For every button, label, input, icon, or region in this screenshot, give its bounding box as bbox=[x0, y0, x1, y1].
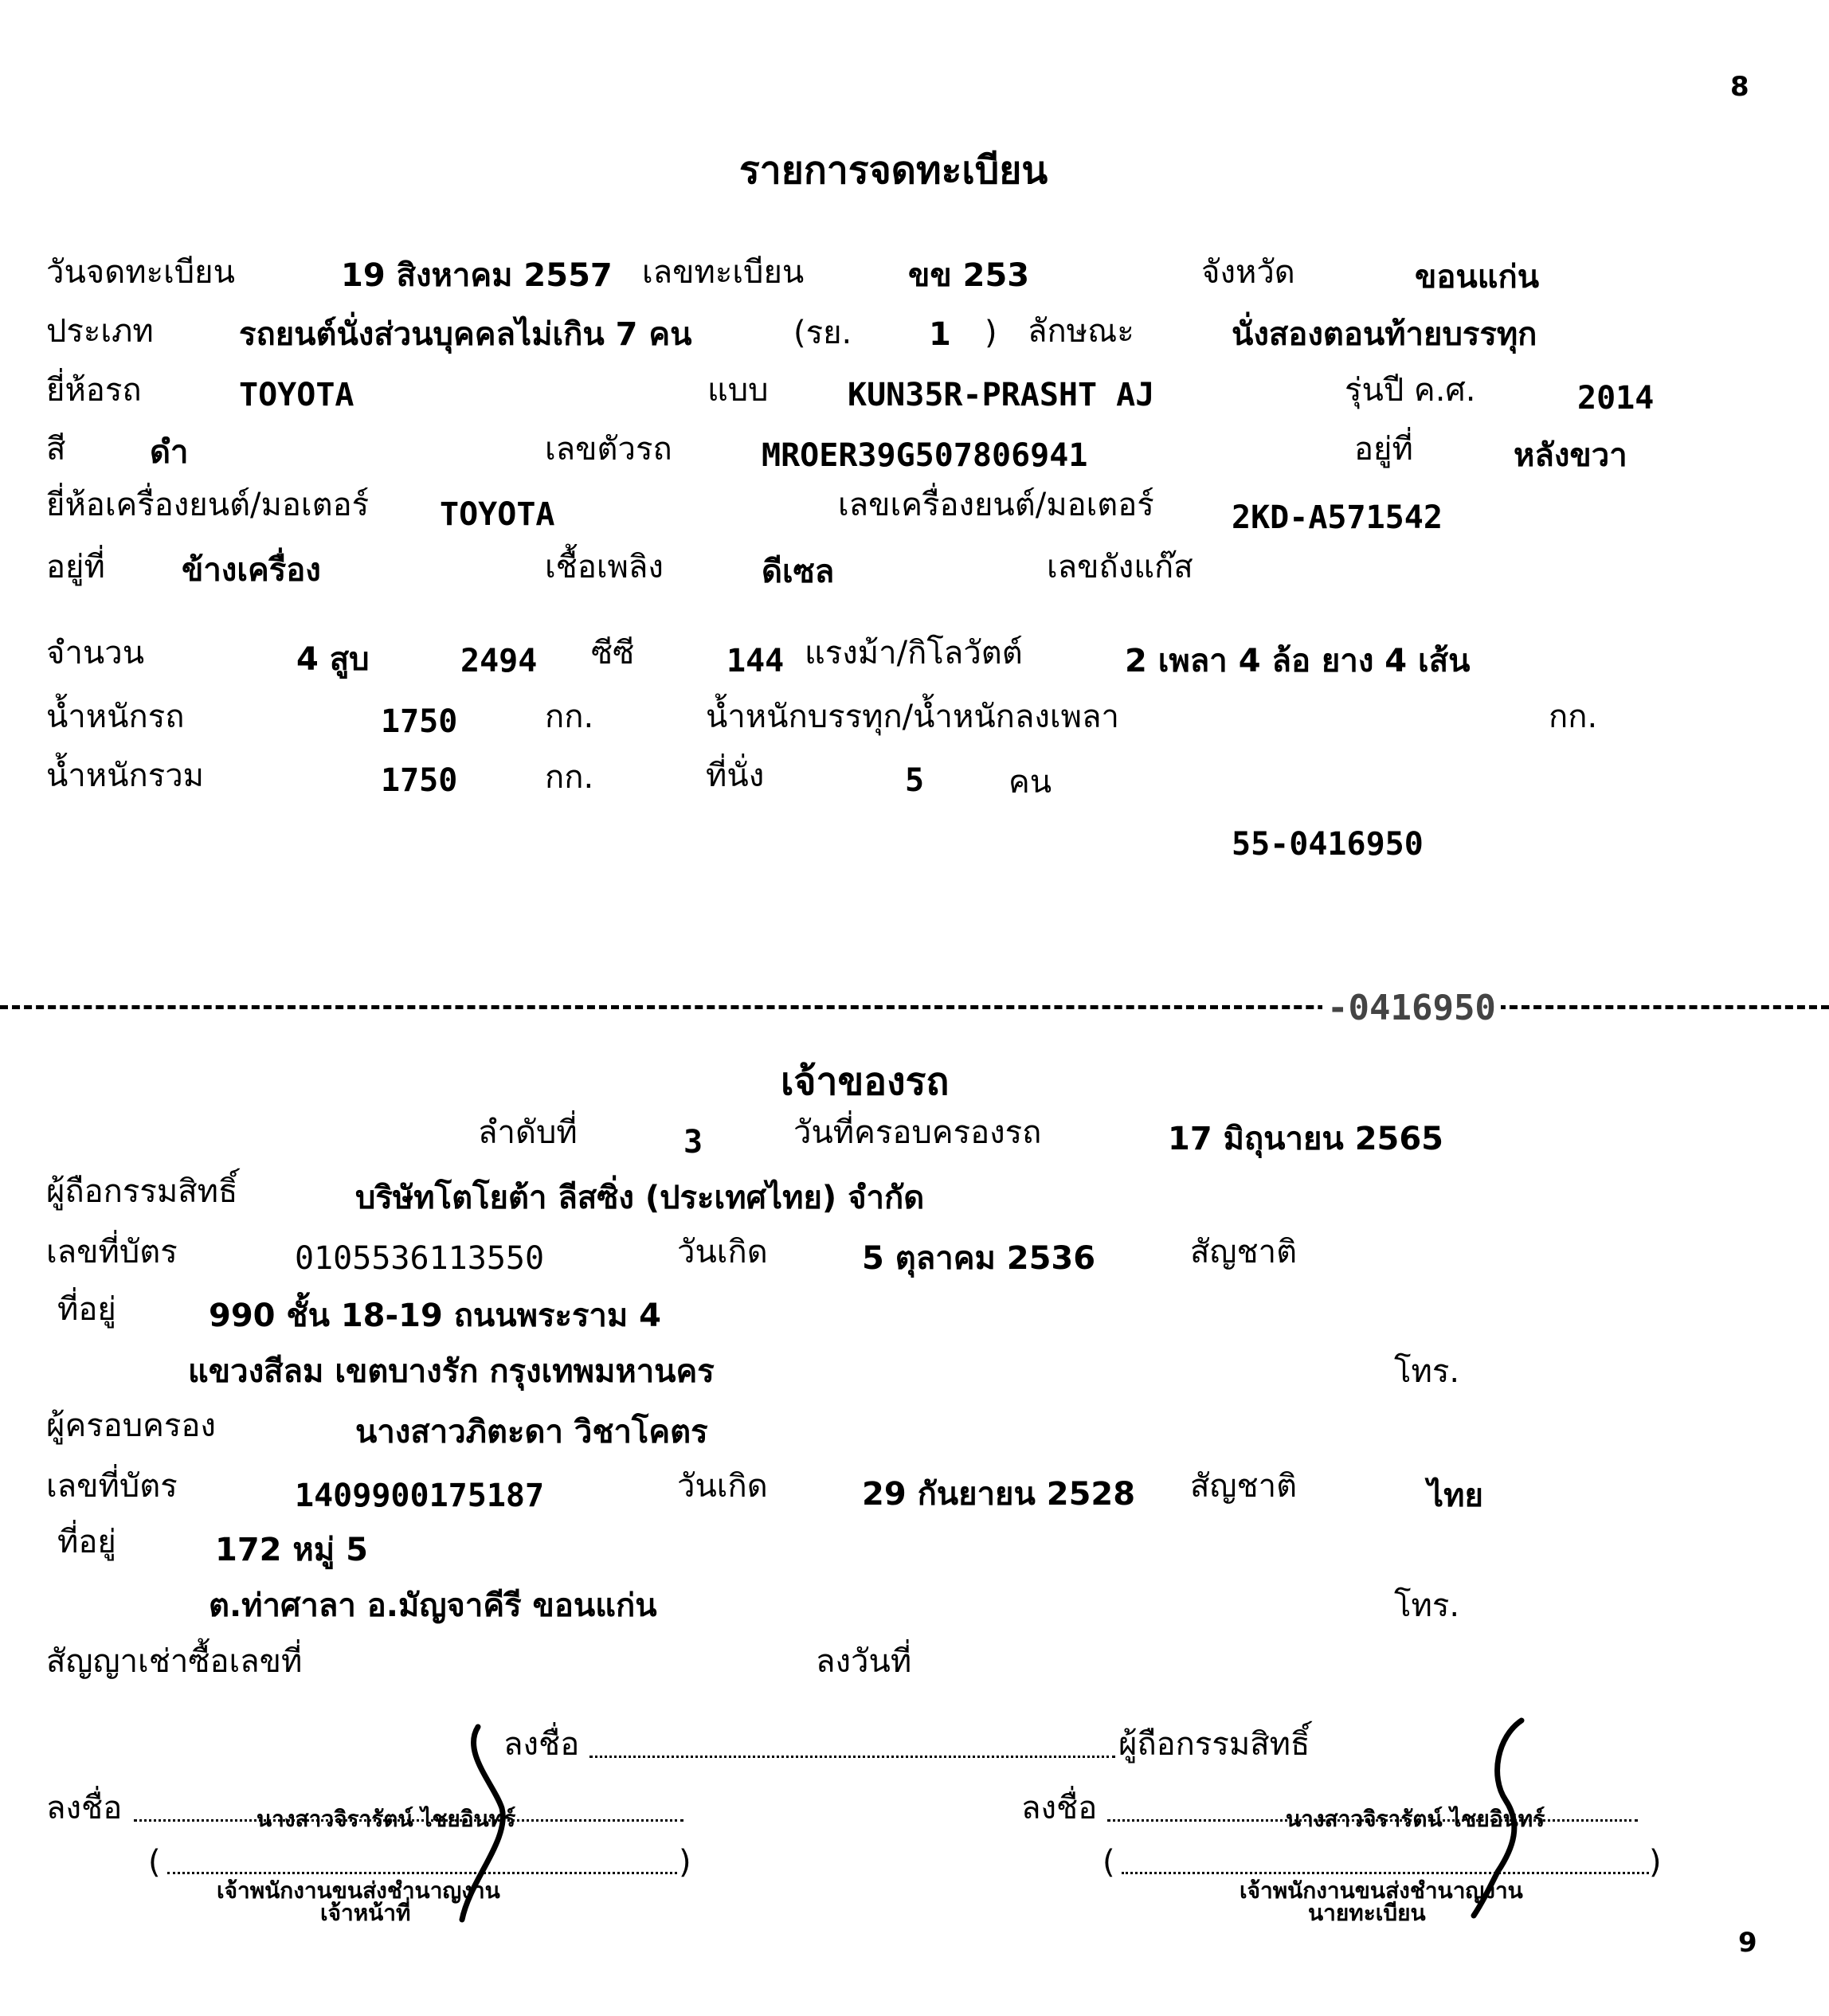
possession-date-label: วันที่ครอบครองรถ bbox=[793, 1114, 1042, 1151]
seats-unit: คน bbox=[1008, 764, 1052, 801]
year-value: 2014 bbox=[1577, 380, 1655, 417]
style-label: ลักษณะ bbox=[1028, 313, 1134, 350]
type-code-close: ) bbox=[985, 315, 997, 351]
registration-title: รายการจดทะเบียน bbox=[739, 148, 1048, 193]
type-code-open: (รย. bbox=[793, 315, 852, 351]
holder-id-label: เลขที่บัตร bbox=[46, 1234, 178, 1270]
holder-sign-role: ผู้ถือกรรมสิทธิ์ bbox=[1118, 1726, 1310, 1763]
plate-label: เลขทะเบียน bbox=[642, 254, 805, 291]
right-sign-label: ลงชื่อ bbox=[1021, 1790, 1098, 1826]
load-weight-unit: กก. bbox=[1549, 699, 1598, 735]
engine-location-label: อยู่ที่ bbox=[46, 549, 105, 585]
type-code-value: 1 bbox=[929, 316, 951, 353]
year-label: รุ่นปี ค.ศ. bbox=[1345, 372, 1476, 409]
chassis-value: MROER39G507806941 bbox=[762, 437, 1088, 474]
possessor-birth-label: วันเกิด bbox=[677, 1468, 768, 1505]
holder-nationality-label: สัญชาติ bbox=[1190, 1234, 1298, 1270]
province-value: ขอนแก่น bbox=[1415, 259, 1540, 296]
possessor-address-line2: ต.ท่าศาลา อ.มัญจาคีรี ขอนแก่น bbox=[209, 1587, 657, 1624]
weight-value: 1750 bbox=[381, 703, 458, 740]
holder-id-value: 0105536113550 bbox=[295, 1240, 545, 1277]
type-value: รถยนต์นั่งส่วนบุคคลไม่เกิน 7 คน bbox=[239, 316, 692, 353]
holder-address-label: ที่อยู่ bbox=[57, 1291, 116, 1328]
holder-tel-label: โทร. bbox=[1394, 1353, 1460, 1390]
gross-weight-unit: กก. bbox=[545, 759, 594, 796]
owner-title: เจ้าของรถ bbox=[781, 1059, 950, 1104]
power-value: 144 bbox=[727, 643, 785, 679]
holder-birth-label: วันเกิด bbox=[677, 1234, 768, 1270]
color-label: สี bbox=[46, 431, 66, 468]
axles-value: 2 เพลา 4 ล้อ ยาง 4 เส้น bbox=[1125, 643, 1471, 679]
power-label: แรงม้า/กิโลวัตต์ bbox=[805, 635, 1023, 671]
style-value: นั่งสองตอนท้ายบรรทุก bbox=[1232, 316, 1537, 353]
right-open-paren: ( bbox=[1102, 1844, 1115, 1881]
model-label: แบบ bbox=[707, 372, 769, 409]
right-handwritten-signature bbox=[1450, 1713, 1577, 1920]
gas-tank-label: เลขถังแก๊ส bbox=[1047, 549, 1193, 585]
separator-line bbox=[0, 1005, 1829, 1009]
holder-sign-label: ลงชื่อ bbox=[503, 1726, 580, 1763]
holder-address-line2: แขวงสีลม เขตบางรัก กรุงเทพมหานคร bbox=[188, 1353, 715, 1390]
chassis-location-label: อยู่ที่ bbox=[1354, 431, 1413, 468]
color-value: ดำ bbox=[150, 434, 189, 471]
left-open-paren: ( bbox=[148, 1844, 161, 1881]
brand-label: ยี่ห้อรถ bbox=[46, 372, 142, 409]
left-name-line bbox=[167, 1872, 677, 1874]
contract-date-label: ลงวันที่ bbox=[816, 1643, 912, 1680]
right-officer-title: นายทะเบียน bbox=[1308, 1900, 1426, 1926]
type-label: ประเภท bbox=[46, 313, 154, 350]
count-label: จำนวน bbox=[46, 635, 145, 671]
faded-serial: -0416950 bbox=[1322, 991, 1501, 1026]
left-handwritten-signature bbox=[446, 1720, 558, 1928]
document-serial: 55-0416950 bbox=[1232, 826, 1424, 863]
engine-location-value: ข้างเครื่อง bbox=[182, 552, 321, 589]
holder-value: บริษัทโตโยต้า ลีสซิ่ง (ประเทศไทย) จำกัด bbox=[355, 1180, 925, 1216]
possessor-nationality-label: สัญชาติ bbox=[1190, 1468, 1298, 1505]
possessor-address-label: ที่อยู่ bbox=[57, 1524, 116, 1560]
left-sign-label: ลงชื่อ bbox=[46, 1790, 123, 1826]
left-officer-position: เจ้าพนักงานขนส่งชำนาญงาน bbox=[217, 1877, 500, 1904]
engine-number-value: 2KD-A571542 bbox=[1232, 499, 1443, 536]
province-label: จังหวัด bbox=[1201, 254, 1295, 291]
possessor-address-line1: 172 หมู่ 5 bbox=[215, 1532, 368, 1568]
possessor-id-label: เลขที่บัตร bbox=[46, 1468, 178, 1505]
load-weight-label: น้ำหนักบรรทุก/น้ำหนักลงเพลา bbox=[706, 699, 1119, 735]
cylinders-value: 4 สูบ bbox=[296, 641, 370, 678]
model-value: KUN35R-PRASHT AJ bbox=[848, 377, 1155, 413]
cc-label: ซีซี bbox=[591, 635, 635, 671]
holder-birth-value: 5 ตุลาคม 2536 bbox=[862, 1240, 1096, 1277]
possessor-tel-label: โทร. bbox=[1394, 1587, 1460, 1624]
chassis-label: เลขตัวรถ bbox=[545, 431, 672, 468]
reg-date-label: วันจดทะเบียน bbox=[46, 254, 235, 291]
fuel-value: ดีเซล bbox=[762, 554, 835, 590]
order-label: ลำดับที่ bbox=[478, 1114, 578, 1151]
right-officer-name: นางสาวจิรารัตน์ ไชยอินทร์ bbox=[1286, 1806, 1545, 1832]
engine-brand-value: TOYOTA bbox=[440, 496, 555, 533]
possessor-label: ผู้ครอบครอง bbox=[46, 1407, 216, 1444]
left-close-paren: ) bbox=[679, 1844, 691, 1881]
possessor-id-value: 1409900175187 bbox=[295, 1478, 545, 1514]
weight-label: น้ำหนักรถ bbox=[46, 699, 185, 735]
seats-value: 5 bbox=[905, 762, 925, 799]
reg-date-value: 19 สิงหาคม 2557 bbox=[341, 257, 613, 294]
holder-label: ผู้ถือกรรมสิทธิ์ bbox=[46, 1173, 238, 1210]
possessor-value: นางสาวภิตะดา วิชาโคตร bbox=[355, 1414, 708, 1450]
holder-address-line1: 990 ชั้น 18-19 ถนนพระราม 4 bbox=[209, 1298, 662, 1334]
right-close-paren: ) bbox=[1649, 1844, 1662, 1881]
contract-label: สัญญาเช่าซื้อเลขที่ bbox=[46, 1643, 303, 1680]
left-officer-title: เจ้าหน้าที่ bbox=[320, 1900, 411, 1926]
page-number-bottom: 9 bbox=[1738, 1927, 1757, 1959]
brand-value: TOYOTA bbox=[239, 377, 354, 413]
plate-value: ขข 253 bbox=[908, 257, 1030, 294]
fuel-label: เชื้อเพลิง bbox=[545, 549, 664, 585]
possessor-birth-value: 29 กันยายน 2528 bbox=[862, 1476, 1136, 1513]
left-officer-name: นางสาวจิรารัตน์ ไชยอินทร์ bbox=[257, 1806, 516, 1832]
possessor-nationality-value: ไทย bbox=[1428, 1478, 1483, 1514]
possession-date-value: 17 มิถุนายน 2565 bbox=[1168, 1121, 1444, 1157]
seats-label: ที่นั่ง bbox=[706, 757, 765, 794]
chassis-location-value: หลังขวา bbox=[1514, 437, 1627, 474]
weight-unit: กก. bbox=[545, 699, 594, 735]
holder-sign-line bbox=[589, 1756, 1115, 1758]
engine-brand-label: ยี่ห้อเครื่องยนต์/มอเตอร์ bbox=[46, 487, 370, 523]
gross-weight-label: น้ำหนักรวม bbox=[46, 757, 205, 794]
cc-value: 2494 bbox=[460, 643, 538, 679]
right-officer-position: เจ้าพนักงานขนส่งชำนาญงาน bbox=[1240, 1877, 1523, 1904]
engine-number-label: เลขเครื่องยนต์/มอเตอร์ bbox=[838, 487, 1154, 523]
order-value: 3 bbox=[683, 1124, 703, 1161]
gross-weight-value: 1750 bbox=[381, 762, 458, 799]
page-number-top: 8 bbox=[1730, 71, 1749, 103]
